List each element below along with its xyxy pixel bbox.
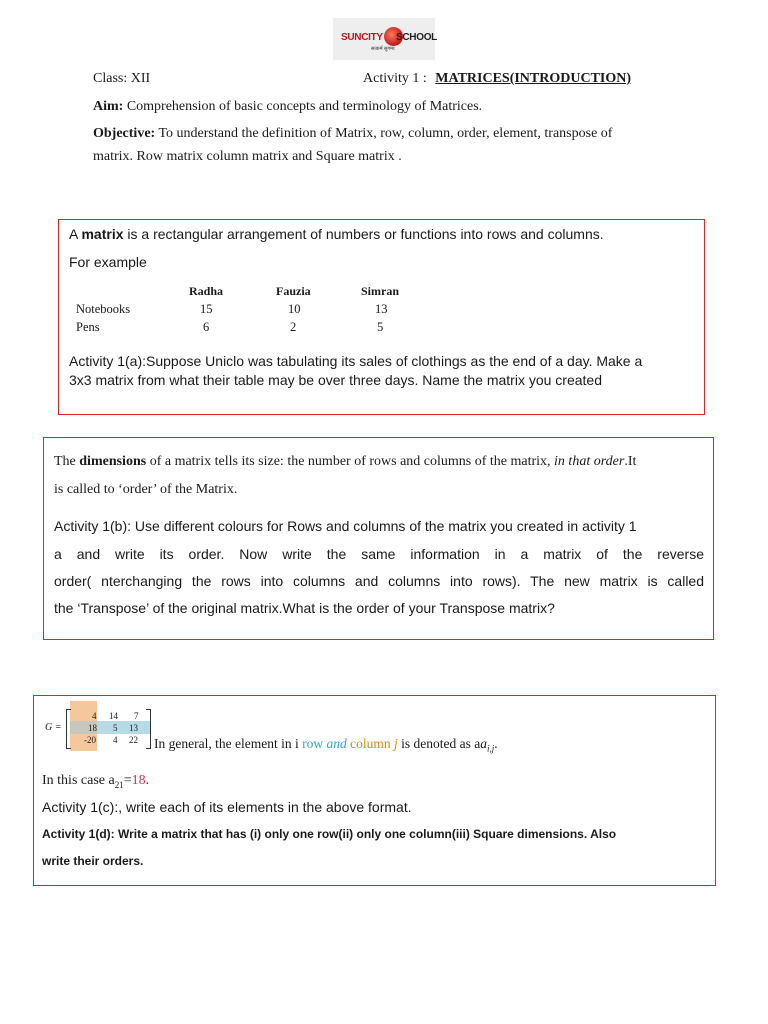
matrix-right-bracket xyxy=(146,709,151,749)
table-header-col-2: Fauzia xyxy=(276,284,311,298)
aim-line xyxy=(93,99,482,115)
activity-1b-line-3: order( nterchanging the rows into columns and columns into rows). The new matrix is called xyxy=(54,573,704,589)
table-cell: 13 xyxy=(375,302,388,316)
dim-rest: of a matrix tells its size: the number of rows and columns of the matrix, xyxy=(149,454,551,469)
dim-in-that-order: in that order xyxy=(554,454,625,469)
objective-text-1: To understand the definition of Matrix, row, column, order, element, transpose of xyxy=(158,126,613,141)
activity-prefix: Activity 1 : xyxy=(363,71,427,86)
element-notation-box xyxy=(33,695,716,886)
matrix-cell: 5 xyxy=(113,723,118,733)
table-cell: 5 xyxy=(377,320,384,334)
denoted-text: is denoted as a xyxy=(401,736,481,751)
dim-end: .It xyxy=(624,454,637,469)
in-this-case-line xyxy=(42,773,149,790)
j-variable: j xyxy=(393,736,398,751)
aim-label: Aim: xyxy=(93,99,124,114)
for-example-label: For example xyxy=(69,254,147,270)
objective-line-1 xyxy=(93,126,612,142)
dimensions-box xyxy=(43,437,714,640)
objective-label: Objective: xyxy=(93,126,156,141)
table-row-label: Notebooks xyxy=(76,302,131,316)
in-this-case-text: In this case a xyxy=(42,773,115,788)
matrix-g-label: G = xyxy=(45,722,62,733)
class-label: Class: XII xyxy=(93,71,151,86)
matrix-left-bracket xyxy=(66,709,71,749)
and-word: and xyxy=(326,736,347,751)
dimensions-line-1 xyxy=(54,454,636,470)
table-cell: 6 xyxy=(203,320,210,334)
matrix-cell: 13 xyxy=(129,723,138,733)
column-word: column xyxy=(350,736,391,751)
value-18: 18 xyxy=(131,773,146,788)
equals-sign: = xyxy=(123,773,132,788)
activity-heading xyxy=(363,71,631,87)
objective-line-2: matrix. Row matrix column matrix and Square matrix . xyxy=(93,149,402,164)
case-period: . xyxy=(145,773,150,788)
activity-1d-line-1: Activity 1(d): Write a matrix that has (i) only one row(ii) only one column(iii) Square dimensions. Also xyxy=(42,827,617,841)
aim-text: Comprehension of basic concepts and terminology of Matrices. xyxy=(126,99,483,114)
table-cell: 10 xyxy=(288,302,301,316)
def-matrix-term: matrix xyxy=(81,226,124,242)
matrix-cell: -20 xyxy=(84,735,96,745)
matrix-cell: 4 xyxy=(92,711,97,721)
matrix-cell: 14 xyxy=(109,711,118,721)
general-prefix: In general, the element in i xyxy=(154,736,299,751)
table-cell: 2 xyxy=(290,320,297,334)
def-rest: is a rectangular arrangement of numbers or functions into rows and columns. xyxy=(127,226,604,242)
activity-1d-line-2: write their orders. xyxy=(42,854,144,868)
a-ij-symbol: a xyxy=(480,736,487,751)
a21-subscript: 21 xyxy=(114,779,124,790)
matrix-cell: 22 xyxy=(129,735,138,745)
logo-tagline: सत्कर्म सुगम्य xyxy=(371,46,395,52)
table-cell: 15 xyxy=(200,302,213,316)
logo-suncity-text: SUNCITY xyxy=(341,32,383,43)
activity-1c: Activity 1(c):, write each of its elements in the above format. xyxy=(42,799,412,815)
table-header-col-3: Simran xyxy=(361,284,400,298)
activity-1a-line-1: Activity 1(a):Suppose Uniclo was tabulating its sales of clothings as the end of a day. Make a xyxy=(69,353,643,369)
table-header-col-1: Radha xyxy=(189,284,224,298)
activity-title: MATRICES(INTRODUCTION) xyxy=(435,71,632,86)
school-logo xyxy=(333,18,435,60)
matrix-cell: 7 xyxy=(134,711,139,721)
activity-1b-line-4: the ‘Transpose’ of the original matrix.What is the order of your Transpose matrix? xyxy=(54,600,555,616)
row-word: row xyxy=(302,736,324,751)
activity-1a-line-2: 3x3 matrix from what their table may be over three days. Name the matrix you created xyxy=(69,372,603,388)
def-a: A xyxy=(69,226,78,242)
activity-1b-line-2: a and write its order. Now write the same information in a matrix of the reverse xyxy=(54,546,704,562)
matrix-cell: 18 xyxy=(88,723,97,733)
matrix-definition-box xyxy=(58,219,705,415)
table-row-label: Pens xyxy=(76,320,100,334)
dim-term: dimensions xyxy=(79,454,147,469)
notation-period: . xyxy=(494,736,498,751)
dimensions-line-2: is called to ‘order’ of the Matrix. xyxy=(54,482,238,497)
general-notation-line xyxy=(154,736,498,754)
matrix-cell: 4 xyxy=(113,735,118,745)
dim-the: The xyxy=(54,454,76,469)
ij-subscript: i,j xyxy=(486,743,495,754)
activity-1b-line-1: Activity 1(b): Use different colours for Rows and columns of the matrix you created in activity 1 xyxy=(54,518,637,534)
matrix-definition xyxy=(69,226,604,242)
logo-school-text: SCHOOL xyxy=(396,32,437,43)
